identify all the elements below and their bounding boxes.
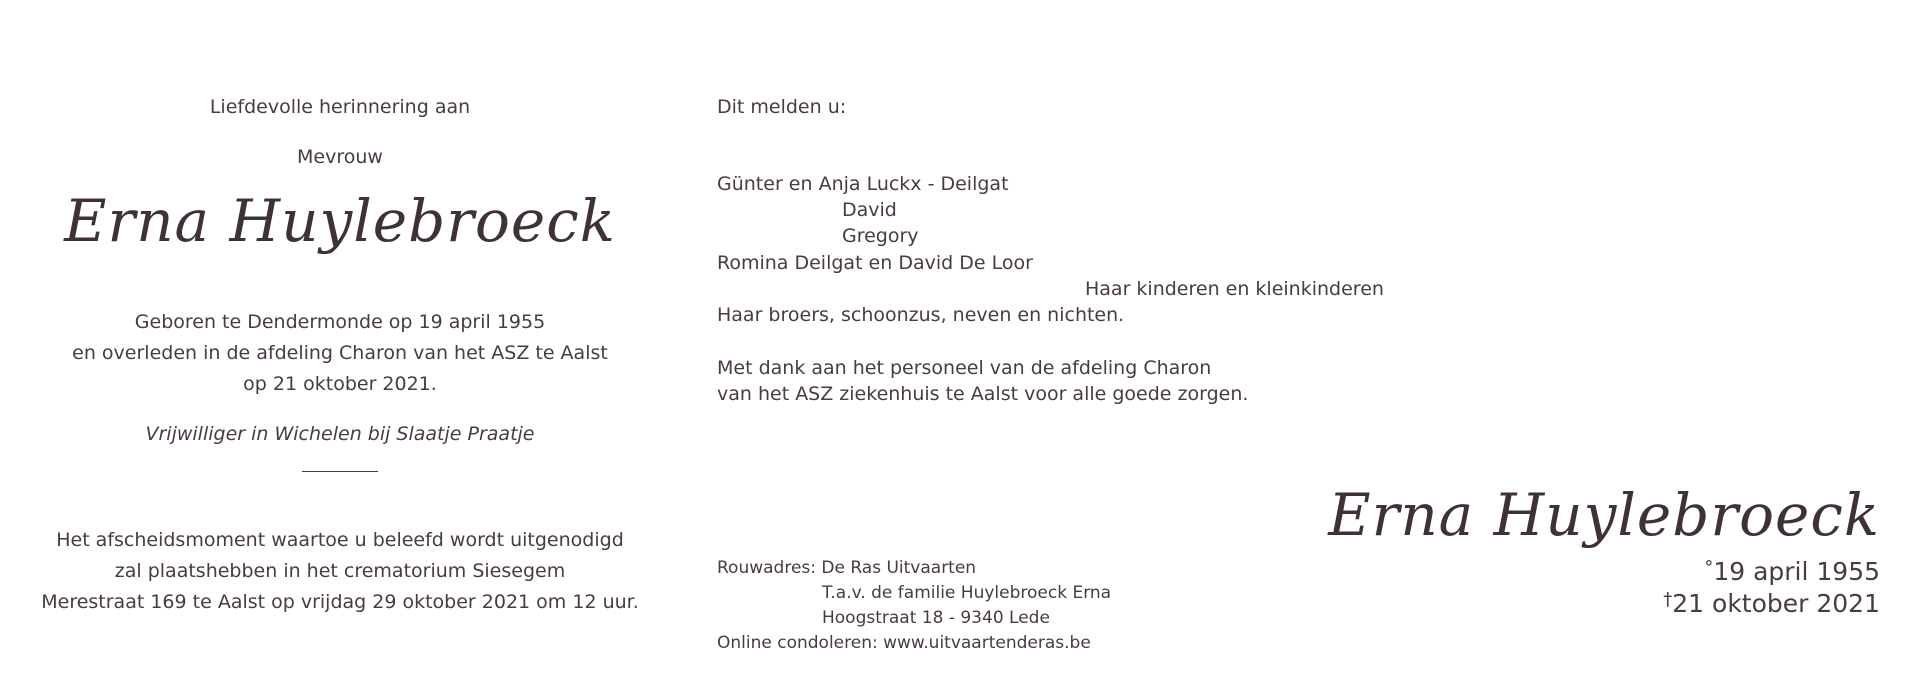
death-symbol: † xyxy=(1663,589,1673,610)
family-member: Gregory xyxy=(842,225,919,247)
thanks-line2: van het ASZ ziekenhuis te Aalst voor alle goede zorgen. xyxy=(717,383,1249,405)
birth-symbol: ° xyxy=(1704,557,1714,578)
middle-panel xyxy=(717,0,1477,681)
address-label: Rouwadres: De Ras Uitvaarten xyxy=(717,558,977,578)
death-text-line1: en overleden in de afdeling Charon van het ASZ te Aalst xyxy=(72,342,608,364)
intro-text: Liefdevolle herinnering aan xyxy=(209,96,471,118)
announcement-heading: Dit melden u: xyxy=(717,96,847,118)
death-date xyxy=(1663,584,1880,620)
condolences-link: Online condoleren: www.uitvaartenderas.be xyxy=(717,633,1091,653)
death-date-text: 21 oktober 2021 xyxy=(1672,589,1880,618)
death-text-line2: op 21 oktober 2021. xyxy=(243,373,437,395)
birth-text: Geboren te Dendermonde op 19 april 1955 xyxy=(134,311,546,333)
farewell-line1: Het afscheidsmoment waartoe u beleefd wordt uitgenodigd xyxy=(56,529,624,551)
address-attn: T.a.v. de familie Huylebroeck Erna xyxy=(822,583,1112,603)
farewell-line2: zal plaatshebben in het crematorium Siesegem xyxy=(114,560,566,582)
volunteer-text: Vrijwilliger in Wichelen bij Slaatje Praatje xyxy=(145,423,535,445)
deceased-name-signature: Erna Huylebroeck xyxy=(1328,481,1880,549)
address-street: Hoogstraat 18 - 9340 Lede xyxy=(822,608,1050,628)
divider xyxy=(302,471,378,472)
family-member: Romina Deilgat en David De Loor xyxy=(717,252,1033,274)
siblings-text: Haar broers, schoonzus, neven en nichten. xyxy=(717,304,1125,326)
birth-date-text: 19 april 1955 xyxy=(1713,557,1880,586)
thanks-line1: Met dank aan het personeel van de afdeling Charon xyxy=(717,357,1212,379)
left-panel xyxy=(40,0,640,681)
deceased-name: Erna Huylebroeck xyxy=(64,187,616,255)
farewell-line3: Merestraat 169 te Aalst op vrijdag 29 oktober 2021 om 12 uur. xyxy=(41,591,639,613)
family-member: David xyxy=(842,199,897,221)
family-member: Günter en Anja Luckx - Deilgat xyxy=(717,173,1009,195)
salutation: Mevrouw xyxy=(297,146,383,168)
right-panel xyxy=(1328,0,1880,681)
birth-date xyxy=(1704,552,1880,588)
children-caption: Haar kinderen en kleinkinderen xyxy=(1085,278,1384,300)
